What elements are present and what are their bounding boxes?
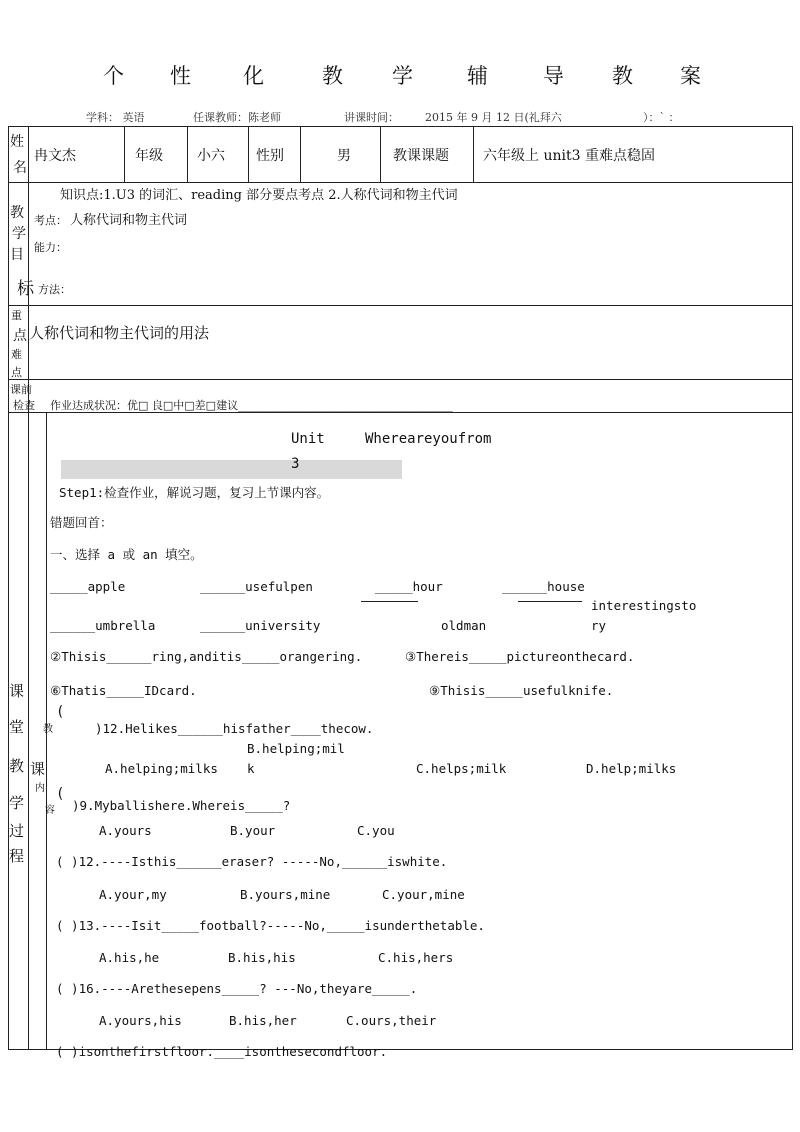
question-12a: )12.Helikes______hisfather____thecow.	[95, 721, 374, 736]
unit-title: Whereareyoufrom	[365, 431, 492, 447]
content-label-4: 容	[45, 805, 55, 816]
meta-subject: 学科： 英语	[86, 111, 145, 124]
meta-time-label: 讲课时间：	[344, 111, 399, 124]
blank-item: ry	[591, 618, 607, 633]
step1: Step1:检查作业，解说习题，复习上节课内容。	[59, 485, 330, 500]
ability-label: 能力：	[34, 241, 67, 254]
title-char: 辅	[467, 64, 488, 88]
process-label-4: 学	[9, 794, 25, 812]
col-divider	[187, 126, 188, 182]
option-a: A.yours,his	[99, 1013, 182, 1028]
blank-item: ______university	[200, 618, 321, 633]
title-char: 教	[322, 64, 343, 88]
blank-item: _____apple	[50, 579, 126, 594]
process-label-6: 程	[9, 847, 25, 865]
option-a: A.your,my	[99, 887, 167, 902]
sentence: ⑥Thatis_____IDcard.	[50, 683, 197, 698]
option-b: B.yours,mine	[240, 887, 331, 902]
meta-teacher: 任课教师：陈老师	[193, 111, 281, 124]
meta-date: 2015 年 9 月 12 日(礼拜六	[425, 111, 562, 124]
unit-number: 3	[291, 456, 300, 472]
question-9: )9.Myballishere.Whereis_____?	[72, 798, 291, 813]
question-16: ( )16.----Arethesepens_____? ---No,theyare_____.	[56, 981, 418, 996]
title-char: 案	[680, 64, 701, 88]
check-value: 作业达成状况：优□ 良□中□差□建议_______________________________________	[50, 399, 453, 412]
col-divider	[124, 126, 125, 182]
option-c: C.his,hers	[378, 950, 454, 965]
option-a: A.helping;milks	[105, 761, 218, 776]
paren-open: (	[56, 704, 65, 720]
option-b-cont: k	[247, 761, 255, 776]
blank-item: ______umbrella	[50, 618, 156, 633]
col-divider	[28, 126, 29, 1050]
title-char: 性	[170, 64, 191, 88]
goals-label-2: 学	[12, 226, 26, 242]
process-label-2: 堂	[9, 718, 25, 736]
process-label-5: 过	[9, 822, 25, 840]
process-label-1: 课	[9, 682, 25, 700]
test-value: 人称代词和物主代词	[70, 213, 188, 228]
underline	[518, 601, 582, 602]
unit-bar	[61, 460, 402, 479]
gender-value: 男	[337, 148, 351, 164]
option-c: C.ours,their	[346, 1013, 437, 1028]
goals-label-3: 目	[10, 247, 24, 263]
section-heading: 一、选择 a 或 an 填空。	[50, 547, 203, 562]
title-char: 学	[392, 64, 413, 88]
title-char: 教	[612, 64, 633, 88]
title-char: 个	[103, 64, 124, 88]
unit-word: Unit	[291, 431, 325, 447]
option-b: B.your	[230, 823, 276, 838]
sentence: ③Thereis_____pictureonthecard.	[405, 649, 635, 664]
grade-label: 年级	[135, 148, 163, 164]
goals-label-1: 教	[10, 205, 24, 221]
check-label-2: 检查	[13, 399, 35, 412]
col-divider	[300, 126, 301, 182]
process-label-3: 教	[9, 757, 25, 775]
test-label: 考点：	[34, 214, 67, 227]
option-c: C.your,mine	[382, 887, 465, 902]
option-c: C.helps;milk	[416, 761, 507, 776]
key-value: 人称代词和物主代词的用法	[29, 324, 210, 342]
sentence: ⑨Thisis_____usefulknife.	[429, 683, 614, 698]
meta-trail: ）：` ：	[643, 111, 680, 124]
key-label-1: 重	[11, 309, 22, 322]
blank-item: ______usefulpen	[200, 579, 313, 594]
question-last: ( )isonthefirstfloor.____isonthesecondfloor.	[56, 1044, 388, 1059]
content-label-2: 课	[30, 760, 46, 778]
check-label-1: 课前	[10, 383, 32, 396]
title-char: 导	[543, 64, 564, 88]
title-char: 化	[243, 64, 264, 88]
gender-label: 性别	[256, 148, 284, 164]
col-divider	[248, 126, 249, 182]
grade-value: 小六	[197, 148, 225, 164]
option-b: B.his,her	[229, 1013, 297, 1028]
content-label-3: 内	[35, 783, 45, 794]
option-b: B.his,his	[228, 950, 296, 965]
option-a: A.yours	[99, 823, 152, 838]
row-divider	[8, 305, 793, 306]
row-divider	[8, 182, 793, 183]
row-divider	[8, 379, 793, 380]
topic-label: 教课课题	[393, 148, 449, 164]
blank-item: oldman	[441, 618, 487, 633]
name-label-1: 姓	[10, 134, 24, 150]
key-label-2: 点	[13, 328, 27, 344]
method-label: 方法：	[38, 283, 71, 296]
question-12b: ( )12.----Isthis______eraser? -----No,______iswhite.	[56, 854, 448, 869]
option-d: D.help;milks	[586, 761, 677, 776]
blank-item: interestingsto	[591, 598, 697, 613]
option-b: B.helping;mil	[247, 741, 345, 756]
review-heading: 错题回首：	[50, 515, 113, 530]
underline	[361, 601, 418, 602]
blank-item: _____hour	[375, 579, 443, 594]
goals-label-4: 标	[17, 279, 34, 299]
content-label-1: 教	[43, 724, 53, 735]
student-name: 冉文杰	[34, 148, 76, 164]
col-divider	[473, 126, 474, 182]
col-divider	[380, 126, 381, 182]
topic-value: 六年级上 unit3 重难点稳固	[483, 148, 655, 164]
key-label-4: 点	[11, 366, 22, 379]
blank-item: ______house	[502, 579, 585, 594]
key-label-3: 难	[11, 348, 22, 361]
knowledge-points: 知识点:1.U3 的词汇、reading 部分要点考点 2.人称代词和物主代词	[60, 188, 458, 203]
name-label-2: 名	[13, 160, 27, 176]
question-13: ( )13.----Isit_____football?-----No,_____isunderthetable.	[56, 918, 485, 933]
sentence: ②Thisis______ring,anditis_____orangering.	[50, 649, 363, 664]
option-a: A.his,he	[99, 950, 160, 965]
option-c: C.you	[357, 823, 395, 838]
paren-open: (	[56, 786, 65, 802]
